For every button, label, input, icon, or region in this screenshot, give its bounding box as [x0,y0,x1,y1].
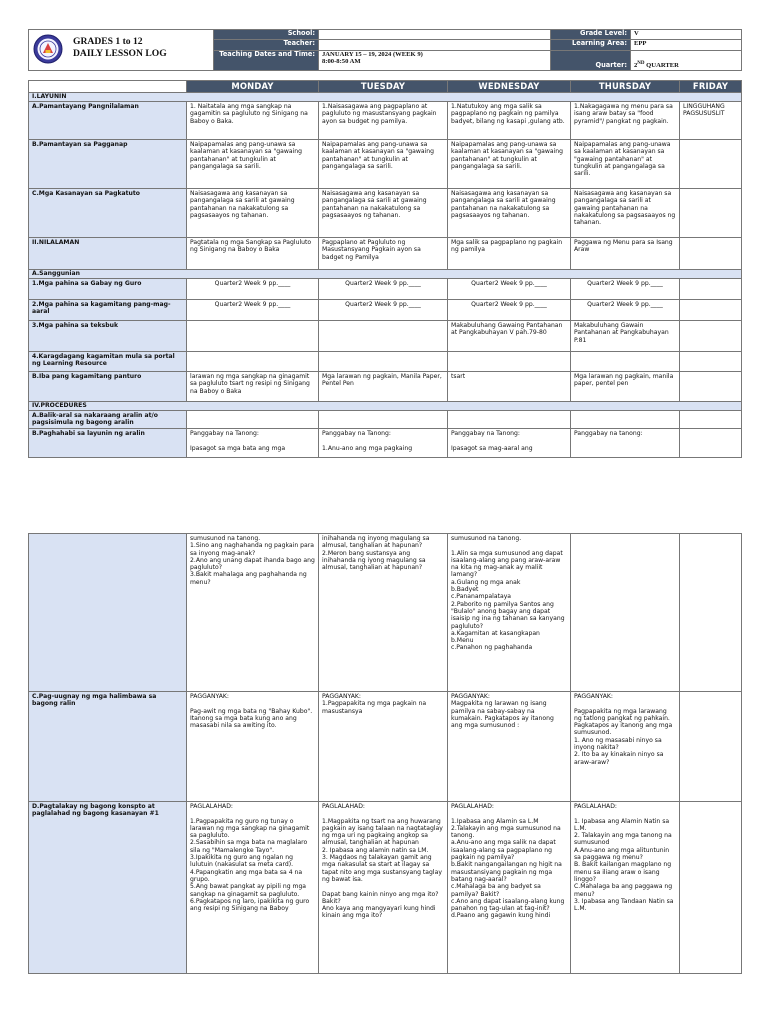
school-label: School: [214,30,319,40]
row-label-balik-aral: A.Balik-aral sa nakaraang aralin at/o pagsisimula ng bagong aralin [29,411,187,429]
monday-cell [187,411,319,429]
friday-cell [680,279,742,300]
table-row [29,140,742,189]
row-label-paghahabi-continued [29,534,187,692]
monday-cell: PAGLALAHAD: 1.Pagpapakita ng guro ng tunay o larawan ng mga sangkap na ginagamit sa pagluluto. 2.Sasabihin sa mga bata na maglalaro sila ng "Mamalengke Tayo". 3.Ipakikita ng guro ang ngalan ng lulutuin (nakasulat sa meta card). 4.Papangkatin ang mga bata sa 4 na grupo. 5.Ang bawat pangkat ay pipili ng mga sangkap na ginagamit sa pagluluto. 6.Pagkatapos ng laro, ipakikita ng guro ang resipi ng Sinigang na Baboy [187,802,319,974]
wednesday-cell [448,411,571,429]
friday-cell [680,429,742,458]
thursday-cell: PAGGANYAK: Pagpapakita ng mga larawang ng tatlong pangkat ng pahkain. Pagkatapos ay itanong ang mga sumusunod. 1. Ano ng masasabi ninyo sa inyong nakita? 2. Ito ba ay kinakain ninyo sa araw-araw? [571,692,680,802]
title-line-1: GRADES 1 to 12 [73,36,143,47]
school-value [319,30,551,40]
thursday-cell: Naisasagawa ang kasanayan sa pangangalaga sa sarili at gawaing pantahanan na nakakatulong sa pagsasaayos ng tahanan. [571,189,680,238]
grade-level-value: V [631,30,742,40]
table-row [29,300,742,321]
deped-seal-icon [33,34,63,64]
wednesday-cell: 1.Natutukoy ang mga salik sa pagpaplano ng pagkain ng pamilya badyet, bilang ng kasapi ,gulang atb. [448,102,571,140]
thursday-cell [571,352,680,372]
row-label-mga-kasanayan-sa-pagkatuto: C.Mga Kasanayan sa Pagkatuto [29,189,187,238]
day-header-wednesday: WEDNESDAY [448,81,571,93]
quarter-value [631,50,742,71]
friday-cell [680,372,742,402]
tuesday-cell: Quarter2 Week 9 pp.____ [319,279,448,300]
wednesday-cell: Mga salik sa pagpaplano ng pagkain ng pamilya [448,238,571,270]
lesson-log-table-continued [28,533,742,974]
section-procedures: IV.PROCEDURES [29,402,742,411]
monday-cell: Naisasagawa ang kasanayan sa pangangalaga sa sarili at gawaing pantahanan na nakakatulong sa pagsasaayos ng tahanan. [187,189,319,238]
learning-area-value: EPP [631,40,742,50]
table-row [29,238,742,270]
friday-cell [680,140,742,189]
thursday-cell: Naipapamalas ang pang-unawa sa kaalaman at kasanayan sa "gawaing pantahanan" at tungkulin at pangangalaga sa sarili. [571,140,680,189]
thursday-cell: PAGLALAHAD: 1. Ipabasa ang Alamin Natin sa L.M. 2. Talakayin ang mga tanong na sumusunod A.Anu-ano ang mga alituntunin sa paggawa ng menu? B. Bakit kailangan magplano ng menu sa iliang araw o isang linggo? C.Mahalaga ba ang paggawa ng menu? 3. Ipabasa ang Tandaan Natin sa L.M. [571,802,680,974]
wednesday-cell: Naisasagawa ang kasanayan sa pangangalaga sa sarili at gawaing pantahanan na nakakatulong sa pagsasaayos ng tahanan. [448,189,571,238]
teacher-label: Teacher: [214,40,319,50]
row-label-pamantayang-pangnilalaman: A.Pamantayang Pangnilalaman [29,102,187,140]
monday-cell: Pagtatala ng mga Sangkap sa Pagluluto ng Sinigang na Baboy o Baka [187,238,319,270]
tuesday-cell: Naisasagawa ang kasanayan sa pangangalaga sa sarili at gawaing pantahanan na nakakatulong sa pagsasaayos ng tahanan. [319,189,448,238]
tuesday-cell: Pagpaplano at Pagluluto ng Masustansyang Pagkain ayon sa badget ng Pamilya [319,238,448,270]
row-label-pamantayan-sa-pagganap: B.Pamantayan sa Pagganap [29,140,187,189]
row-label-teksbuk: 3.Mga pahina sa teksbuk [29,321,187,352]
wednesday-cell: Quarter2 Week 9 pp.____ [448,279,571,300]
teaching-dates-label: Teaching Dates and Time: [214,50,319,71]
friday-cell [680,189,742,238]
table-row [29,102,742,140]
thursday-cell: Quarter2 Week 9 pp.____ [571,300,680,321]
logo-title-cell [29,30,214,71]
section-sanggunian: A.Sanggunian [29,270,742,279]
wednesday-cell: Naipapamalas ang pang-unawa sa kaalaman at kasanayan sa "gawaing pantahanan" at tungkulin at pangangalaga sa sarili. [448,140,571,189]
table-row [29,189,742,238]
section-layunin: I.LAYUNIN [29,93,742,102]
day-header-thursday: THURSDAY [571,81,680,93]
friday-cell [680,411,742,429]
row-label-iba-pang-kagamitan: B.Iba pang kagamitang panturo [29,372,187,402]
friday-cell [680,352,742,372]
thursday-cell [571,534,680,692]
row-label-nilalaman: II.NILALAMAN [29,238,187,270]
day-header-friday: FRIDAY [680,81,742,93]
wednesday-cell: PAGGANYAK: Magpakita ng larawan ng isang pamilya na sabay-sabay na kumakain. Pagkatapos ay itanong ang mga sumusunod : [448,692,571,802]
thursday-cell: Paggawa ng Menu para sa Isang Araw [571,238,680,270]
tuesday-cell [319,411,448,429]
friday-cell: LINGGUHANG PAGSUSUSLIT [680,102,742,140]
wednesday-cell: Quarter2 Week 9 pp.____ [448,300,571,321]
row-label-learning-resource: 4.Karagdagang kagamitan mula sa portal ng Learning Resource [29,352,187,372]
thursday-cell: Quarter2 Week 9 pp.____ [571,279,680,300]
tuesday-cell: Naipapamalas ang pang-unawa sa kaalaman at kasanayan sa "gawaing pantahanan" at tungkulin at pangangalaga sa sarili. [319,140,448,189]
thursday-cell: Panggabay na tanong: [571,429,680,458]
friday-cell [680,238,742,270]
row-label-pagtalakay: D.Pagtalakay ng bagong konspto at paglalahad ng bagong kasanayan #1 [29,802,187,974]
monday-cell: larawan ng mga sangkap na ginagamit sa pagluluto tsart ng resipi ng Sinigang na Baboy o Baka [187,372,319,402]
tuesday-cell: Mga larawan ng pagkain, Manila Paper, Pentel Pen [319,372,448,402]
teacher-value [319,40,551,50]
table-row [29,411,742,429]
tuesday-cell [319,321,448,352]
friday-cell [680,802,742,974]
thursday-cell: 1.Nakagagawa ng menu para sa isang araw batay sa "food pyramid"/ pangkat ng pagkain. [571,102,680,140]
quarter-label: Quarter: [551,50,631,71]
row-label-paghahabi: B.Paghahabi sa layunin ng aralin [29,429,187,458]
tuesday-cell: PAGGANYAK: 1.Pagpapakita ng mga pagkain na masustansya [319,692,448,802]
monday-cell: 1. Naitatala ang mga sangkap na gagamitin sa pagluluto ng Sinigang na Baboy o Baka. [187,102,319,140]
quarter-suffix: ND [637,61,645,67]
tuesday-cell: PAGLALAHAD: 1.Magpakita ng tsart na ang huwarang pagkain ay isang talaan na nagtataglay ng mga uri ng pagkaing angkop sa almusal, tanghalian at hapunan 2. Ipabasa ang alamin natin sa LM. 3. Magdaos ng talakayan gamit ang mga nakasulat sa start at ilagay sa tapat nito ang mga sustansyang taglay ng bawat isa. Dapat bang kainin ninyo ang mga ito? Bakit? Ano kaya ang mangyayari kung hindi kinain ang mga ito? [319,802,448,974]
row-label-gabay-ng-guro: 1.Mga pahina sa Gabay ng Guro [29,279,187,300]
teaching-dates-line: JANUARY 15 – 19, 2024 (WEEK 9) [322,50,423,58]
day-header-tuesday: TUESDAY [319,81,448,93]
monday-cell: Naipapamalas ang pang-unawa sa kaalaman at kasanayan sa "gawaing pantahanan" at tungkulin at pangangalaga sa sarili. [187,140,319,189]
tuesday-cell: inihahanda ng inyong magulang sa almusal, tanghalian at hapunan? 2.Meron bang sustansya ang inihahanda ng iyong magulang sa almusal, tanghalian at hapunan? [319,534,448,692]
monday-cell: Quarter2 Week 9 pp.____ [187,300,319,321]
table-row [29,534,742,692]
wednesday-cell [448,352,571,372]
friday-cell [680,692,742,802]
row-label-kagamitang-pang-mag-aaral: 2.Mga pahina sa kagamitang pang-mag-aaral [29,300,187,321]
thursday-cell: Mga larawan ng pagkain, manila paper, pentel pen [571,372,680,402]
monday-cell: Panggabay na Tanong: Ipasagot sa mga bata ang mga [187,429,319,458]
header-table [28,29,742,71]
wednesday-cell: tsart [448,372,571,402]
wednesday-cell: Makabuluhang Gawaing Pantahanan at Pangkabuhayan V pah.79-80 [448,321,571,352]
friday-cell [680,321,742,352]
table-row [29,429,742,458]
table-row [29,279,742,300]
tuesday-cell: Panggabay na Tanong: 1.Anu-ano ang mga pagkaing [319,429,448,458]
tuesday-cell [319,352,448,372]
table-row [29,352,742,372]
wednesday-cell: sumusunod na tanong. 1.Alin sa mga sumusunod ang dapat isaalang-alang ang pang araw-araw na kita ng mag-anak ay maliit lamang? a.Gulang ng mga anak b.Badyet c.Pananampalataya 2.Paborito ng pamilya Santos ang "Bulalo" anong bagay ang dapat isaisip ng ina ng tahanan sa kanyang pagluluto? a.Kagamitan at kasangkapan b.Menu c.Panahon ng paghahanda [448,534,571,692]
teaching-time-line: 8:00-8:50 AM [322,58,361,66]
monday-cell: PAGGANYAK: Pag-awit ng mga bata ng "Bahay Kubo". Itanong sa mga bata kung ano ang masasabi nila sa awiting ito. [187,692,319,802]
friday-cell [680,300,742,321]
corner-cell [29,81,187,93]
tuesday-cell: Quarter2 Week 9 pp.____ [319,300,448,321]
learning-area-label: Learning Area: [551,40,631,50]
monday-cell [187,352,319,372]
monday-cell: sumusunod na tanong. 1.Sino ang naghahanda ng pagkain para sa inyong mag-anak? 2.Ano ang unang dapat ihanda bago ang pagluluto? 3.Bakit mahalaga ang paghahanda ng menu? [187,534,319,692]
quarter-number: 2 [634,62,638,70]
teaching-dates-value [319,50,551,71]
wednesday-cell: PAGLALAHAD: 1.Ipabasa ang Alamin sa L.M 2.Talakayin ang mga sumusunod na tanong. a.Anu-ano ang mga salik na dapat isaalang-alang sa pagpaplano ng pagkain ng pamilya? b.Bakit nangangailangan ng higit na masustansiyang pagkain ng mga batang nag-aaral? c.Mahalaga ba ang badyet sa pamilya? Bakit? c.Ano ang dapat isaalang-alang kung panahon ng tag-ulan at tag-init? d.Paano ang gagawin kung hindi [448,802,571,974]
title-line-2: DAILY LESSON LOG [73,48,167,59]
table-row [29,321,742,352]
tuesday-cell: 1.Naisasagawa ang pagpaplano at pagluluto ng masustansyang pagkain ayon sa budget ng pamilya. [319,102,448,140]
day-header-monday: MONDAY [187,81,319,93]
thursday-cell: Makabuluhang Gawain Pantahanan at Pangkabuhayan P.81 [571,321,680,352]
table-row [29,802,742,974]
friday-cell [680,534,742,692]
monday-cell: Quarter2 Week 9 pp.____ [187,279,319,300]
table-row [29,692,742,802]
quarter-word: QUARTER [644,62,679,70]
row-label-pag-uugnay: C.Pag-uugnay ng mga halimbawa sa bagong ralin [29,692,187,802]
wednesday-cell: Panggabay na Tanong: Ipasagot sa mag-aaral ang [448,429,571,458]
monday-cell [187,321,319,352]
table-row [29,372,742,402]
grade-level-label: Grade Level: [551,30,631,40]
lesson-log-table [28,80,742,458]
thursday-cell [571,411,680,429]
